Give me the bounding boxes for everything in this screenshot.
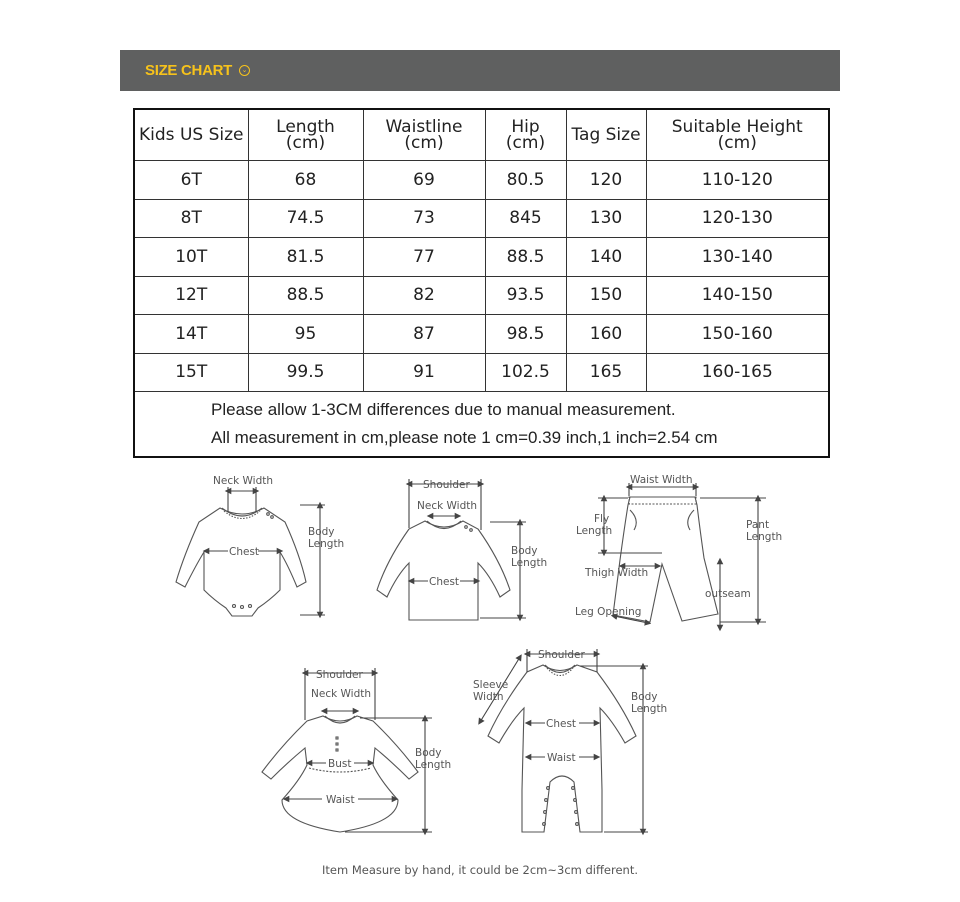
- label-pant-length: Pant: [746, 519, 770, 531]
- note-line: All measurement in cm,please note 1 cm=0.39 inch,1 inch=2.54 cm: [211, 428, 718, 447]
- label-body-length: Length: [308, 538, 345, 550]
- table-cell: 88.5: [248, 276, 363, 315]
- label-body-length: Body: [631, 691, 658, 703]
- table-cell: 95: [248, 315, 363, 354]
- table-cell: 88.5: [485, 238, 566, 277]
- shirt-outline: [377, 521, 510, 620]
- table-cell: 93.5: [485, 276, 566, 315]
- label-shoulder: Shoulder: [316, 669, 363, 681]
- table-cell: 140-150: [646, 276, 829, 315]
- label-fly-length: Fly: [594, 513, 610, 525]
- label-waist-width: Waist Width: [630, 474, 693, 486]
- table-cell: 98.5: [485, 315, 566, 354]
- table-cell: 130-140: [646, 238, 829, 277]
- column-header: Waistline (cm): [363, 109, 485, 161]
- label-body-length: Body: [308, 526, 335, 538]
- label-waist: Waist: [326, 794, 355, 806]
- label-fly-length: Length: [576, 525, 613, 537]
- table-cell: 73: [363, 199, 485, 238]
- table-cell: 74.5: [248, 199, 363, 238]
- table-cell: 82: [363, 276, 485, 315]
- label-sleeve-width: Width: [473, 691, 504, 703]
- chevron-down-circle-icon: ⌄: [239, 65, 250, 76]
- label-body-length: Body: [511, 545, 538, 557]
- table-cell: 6T: [134, 161, 248, 200]
- label-leg-opening: Leg Opening: [575, 606, 642, 618]
- table-cell: 160-165: [646, 353, 829, 392]
- table-cell: 10T: [134, 238, 248, 277]
- label-chest: Chest: [429, 576, 460, 588]
- table-cell: 845: [485, 199, 566, 238]
- label-body-length: Length: [511, 557, 548, 569]
- label-shoulder: Shoulder: [538, 649, 585, 661]
- table-cell: 120-130: [646, 199, 829, 238]
- table-cell: 99.5: [248, 353, 363, 392]
- label-chest: Chest: [229, 546, 260, 558]
- column-header: Hip (cm): [485, 109, 566, 161]
- pants-outline: [613, 497, 718, 622]
- note-line: Please allow 1-3CM differences due to manual measurement.: [211, 400, 676, 419]
- table-cell: 91: [363, 353, 485, 392]
- column-header: Tag Size: [566, 109, 646, 161]
- romper-diagram: [480, 649, 648, 832]
- label-waist: Waist: [547, 752, 576, 764]
- table-cell: 150: [566, 276, 646, 315]
- table-cell: 140: [566, 238, 646, 277]
- label-shoulder: Shoulder: [423, 479, 470, 491]
- label-neck-width: Neck Width: [311, 688, 372, 700]
- table-cell: 102.5: [485, 353, 566, 392]
- table-cell: 120: [566, 161, 646, 200]
- label-sleeve-width: Sleeve: [473, 679, 509, 691]
- table-cell: 14T: [134, 315, 248, 354]
- table-cell: 8T: [134, 199, 248, 238]
- table-cell: 110-120: [646, 161, 829, 200]
- column-header: Length (cm): [248, 109, 363, 161]
- table-cell: 15T: [134, 353, 248, 392]
- table-cell: 77: [363, 238, 485, 277]
- table-cell: 81.5: [248, 238, 363, 277]
- romper-outline: [488, 665, 636, 832]
- label-body-length: Body: [415, 747, 442, 759]
- column-header: Suitable Height (cm): [646, 109, 829, 161]
- label-neck-width: Neck Width: [417, 500, 478, 512]
- label-pant-length: Length: [746, 531, 783, 543]
- table-cell: 130: [566, 199, 646, 238]
- footer-note: Item Measure by hand, it could be 2cm~3cm different.: [321, 863, 639, 877]
- table-cell: 12T: [134, 276, 248, 315]
- label-chest: Chest: [546, 718, 577, 730]
- size-chart-title: SIZE CHART: [145, 62, 233, 79]
- table-cell: 87: [363, 315, 485, 354]
- label-outseam: outseam: [705, 588, 751, 600]
- label-neck-width: Neck Width: [213, 475, 274, 487]
- table-cell: 160: [566, 315, 646, 354]
- table-cell: 68: [248, 161, 363, 200]
- table-cell: 69: [363, 161, 485, 200]
- column-header: Kids US Size: [134, 109, 248, 161]
- dress-outline: [262, 716, 418, 832]
- bodysuit-outline: [176, 508, 306, 616]
- table-cell: 150-160: [646, 315, 829, 354]
- table-cell: 80.5: [485, 161, 566, 200]
- label-bust: Bust: [328, 758, 352, 770]
- label-thigh-width: Thigh Width: [585, 567, 649, 579]
- label-body-length: Length: [631, 703, 668, 715]
- label-body-length: Length: [415, 759, 452, 771]
- table-cell: 165: [566, 353, 646, 392]
